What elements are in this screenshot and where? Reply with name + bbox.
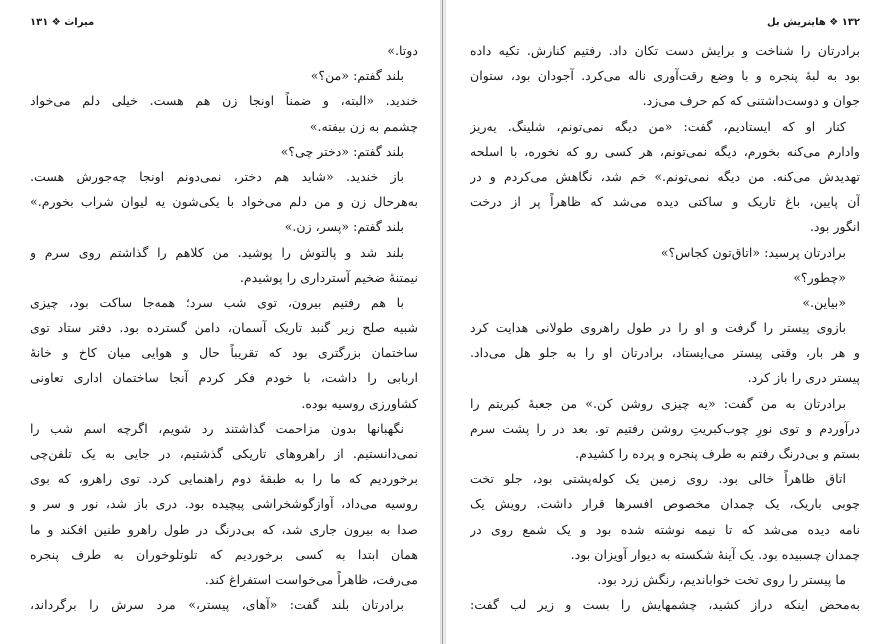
text-line: چمدان چسبیده بود. یک آینهٔ شکسته به دیوار آویزان بود. xyxy=(570,546,860,562)
text-line: چوبی باریک، یک چمدان مخصوص افسرها قرار داشت. رویش یک xyxy=(470,496,860,512)
text-line: «چطور؟» xyxy=(793,269,846,285)
text-line: صدا به بیرون جاری شد، که بی‌درنگ در طول راهرو طنین افکند و ما xyxy=(30,521,418,537)
text-line: وادارم می‌کنه بخورم، دیگه نمی‌تونم، هر کسی رو که نخوره، با اسلحه xyxy=(470,143,860,159)
text-line: نگهبانها بدون مزاحمت گذاشتند رد شویم، اگرچه اسم شب را xyxy=(30,420,404,436)
text-line: بلند گفتم: «پسر، زن.» xyxy=(284,219,404,235)
text-line: با هم رفتیم بیرون، توی شب سرد؛ همه‌جا ساکت بود، چیزی xyxy=(30,294,404,310)
text-line: درآوردم و توی نورِ چوب‌کبریتِ روشن رفتیم تو. بعد در را پشت سرم xyxy=(470,420,860,436)
text-line: انگور بود. xyxy=(809,219,860,235)
text-line: کنار او که ایستادیم، گفت: «من دیگه نمی‌تونم، شلینگ. یه‌ریز xyxy=(470,118,846,134)
text-line: برادرتان را شناخت و برایش دست تکان داد. رفتیم کنارش. تکیه داده xyxy=(470,43,860,58)
text-line: تهدیدش می‌کنه. من دیگه نمی‌تونم.» خم شد، نگاهش می‌کردم و در xyxy=(470,168,860,184)
left-page-body xyxy=(30,38,418,617)
text-line: برادرتان به من گفت: «یه چیزی روشن کن.» من جعبهٔ کبریتم را xyxy=(470,395,846,411)
text-line: شبیه صلح زیر گنبد تاریک آسمان، دامن گسترده بود. دفتر ستاد توی xyxy=(30,320,418,336)
text-line: کشاورزی روسیه بوده. xyxy=(301,395,418,411)
text-line: به‌محض اینکه دراز کشید، چشمهایش را بست و زیر لب گفت: xyxy=(470,597,860,613)
right-running-head-text: ۱۳۲ ❖ هاینریش بل xyxy=(766,17,860,28)
text-line: باز خندید. «شاید هم دختر، نمی‌دونم اونجا چه‌جورش هست. xyxy=(30,168,404,184)
left-running-head xyxy=(30,14,418,32)
text-line: پیستر دری را باز کرد. xyxy=(747,370,860,386)
text-line: برادرتان پرسید: «اتاق‌تون کجاس؟» xyxy=(660,244,846,260)
right-page-body xyxy=(470,38,860,617)
right-page xyxy=(446,0,886,644)
text-line: خندید. «البته، و ضمناً اونجا زن هم هست. خیلی دلم می‌خواد xyxy=(30,93,418,109)
text-line: به‌هرحال زن و من دلم می‌خواد با یکی‌شون یه لیوان شراب بخورم.» xyxy=(30,194,418,210)
text-line: برخوردیم که ما را به طبقهٔ دوم راهنمایی کرد. توی راهرو، که بوی xyxy=(30,471,418,487)
text-line: نیمتنهٔ ضخیم آسترداری را پوشیدم. xyxy=(239,269,418,285)
text-line: بود به لبهٔ پنجره و با وضع رقت‌آوری ناله می‌کرد. آجودان بود، ستوان xyxy=(470,68,860,84)
gutter-divider xyxy=(442,0,443,644)
text-line: دوتا.» xyxy=(387,43,418,58)
text-line: و هر بار، وقتی پیستر می‌ایستاد، برادرتان او را به جلو هل می‌داد. xyxy=(470,345,860,361)
text-line: نمی‌دانستیم. از راهروهای تاریکی گذشتیم، در جایی به یک تلفن‌چی xyxy=(30,446,418,461)
right-running-head xyxy=(470,14,860,32)
text-line: برادرتان بلند گفت: «آهای، پیستر،» مرد سرش را برگرداند، xyxy=(30,597,404,613)
text-line: آن پایین، باغ تاریک و ساکتی دیده می‌شد که ظاهراً پر از درخت xyxy=(470,194,860,210)
text-line: جوان و دوست‌داشتنی که کم حرف می‌زد. xyxy=(642,93,860,109)
text-line: چشمم به زن بیفته.» xyxy=(309,118,418,134)
text-line: بستم و بی‌درنگ رفتم به طرف پنجره و پرده را کشیدم. xyxy=(575,446,860,461)
text-line: ساختمان بزرگتری بود که تقریباً حال و هوایی میان کاخ و خانهٔ xyxy=(30,345,418,361)
text-line: نامه دیده می‌شد که تا نیمه نوشته شده بود و یک شمع روی در xyxy=(470,521,860,537)
text-line: «بیاین.» xyxy=(802,294,846,310)
text-line: می‌رفت، ظاهراً می‌خواست استفراغ کند. xyxy=(204,571,418,587)
text-line: همان ابتدا به کسی برخوردیم که تلوتلوخوران به طرف پنجره xyxy=(30,546,418,562)
text-line: بلند گفتم: «من؟» xyxy=(310,68,404,84)
text-line: روسیه می‌داد، آوازگوشخراشی پیچیده بود. دری باز شد، نور و سر و xyxy=(30,496,418,512)
text-line: بلند شد و پالتوش را پوشید. من کلاهم را گذاشتم روی سرم و xyxy=(30,244,404,260)
text-line: اتاق ظاهراً خالی بود. روی زمین یک کوله‌پشتی بود، جلو تخت xyxy=(470,471,846,487)
text-line: اربابی را داشت، با خودم فکر کردم آنجا ساختمان اداری تعاونی xyxy=(30,370,418,386)
left-running-head-text: میراث ❖ ۱۳۱ xyxy=(30,17,95,28)
text-line: بلند گفتم: «دختر چی؟» xyxy=(280,143,404,159)
text-line: بازوی پیستر را گرفت و او را در طول راهروی طولانی هدایت کرد xyxy=(470,320,846,336)
text-line: ما پیستر را روی تخت خواباندیم، رنگش زرد بود. xyxy=(597,571,846,587)
left-page xyxy=(0,0,440,644)
